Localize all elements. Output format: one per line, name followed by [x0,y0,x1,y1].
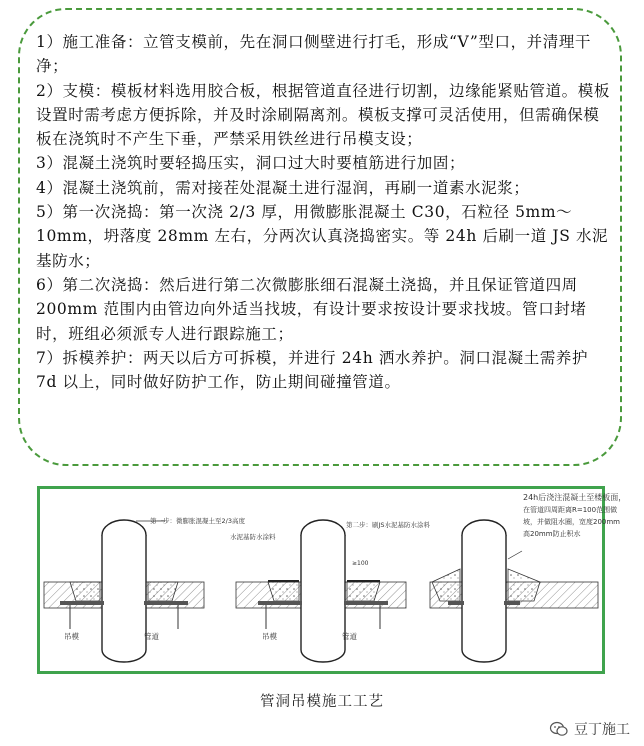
step-3-paragraph: 3）混凝土浇筑时要轻捣压实，洞口过大时要植筋进行加固； [36,154,466,173]
figure-caption: 管洞吊模施工工艺 [260,694,384,710]
wechat-icon [550,721,568,737]
step3-note-4: 高20mm防止积水 [523,530,581,538]
dimension-label: ≥100 [352,560,369,567]
construction-steps-text [36,30,612,394]
step-7-paragraph: 7）拆模养护：两天以后方可拆模，并进行 24h 洒水养护。洞口混凝土需养护 7d 以上，同时做好防护工作，防止期间碰撞管道。 [36,348,589,392]
hanging-formwork-figure [37,486,627,674]
panel-step-3 [430,492,626,662]
hanger-label-1: 吊模 [64,632,79,641]
construction-drawing [40,489,627,671]
step-6-paragraph: 6）第二次浇捣：然后进行第二次微膨胀细石混凝土浇捣，并且保证管道四周 200mm 范围内由管边向外适当找坡，有设计要求按设计要求找坡。管口封堵时，班组必须派专人进行跟踪施工； [36,275,587,343]
step3-note-1: 24h后浇注混凝土至楼板面， [523,493,627,502]
step3-note-2: 在管道四周距离R=100范围做 [523,506,618,514]
step1-label: 第一步：微膨胀混凝土至2/3高度 [150,517,245,525]
hanger-label-2: 吊模 [262,632,277,641]
step3-note-3: 坡，并做阻水圈，宽度200mm [523,518,620,526]
step-2-paragraph: 2）支模：模板材料选用胶合板，根据管道直径进行切割，边缘能紧贴管道。模板设置时需考虑方便拆除，并及时涂刷隔离剂。模板支撑可灵活使用，但需确保模板在浇筑时不产生下垂，严禁采用铁丝进行吊模支设； [36,81,610,149]
step-4-paragraph: 4）混凝土浇筑前，需对接茬处混凝土进行湿润，再刷一道素水泥浆； [36,178,530,197]
pipe-label-2: 管道 [342,632,357,641]
step-1-paragraph: 1）施工准备：立管支模前，先在洞口侧壁进行打毛，形成“V”型口，并清理干净； [36,33,592,76]
panel-step-1 [44,516,245,662]
step-5-paragraph: 5）第一次浇捣：第一次浇 2/3 厚，用微膨胀混凝土 C30，石粒径 5mm～10mm，坍落度 28mm 左右，分两次认真浇捣密实。等 24h 后刷一道 JS 水泥基防水； [36,203,609,270]
panel-step-2 [230,520,431,662]
step2-label: 第二步：刷JS水泥基防水涂料 [346,521,431,529]
brand-name: 豆丁施工 [574,722,630,738]
brand-watermark [550,719,630,739]
pipe-label-1: 管道 [144,632,159,641]
waterproof-label: 水泥基防水涂料 [230,533,276,541]
